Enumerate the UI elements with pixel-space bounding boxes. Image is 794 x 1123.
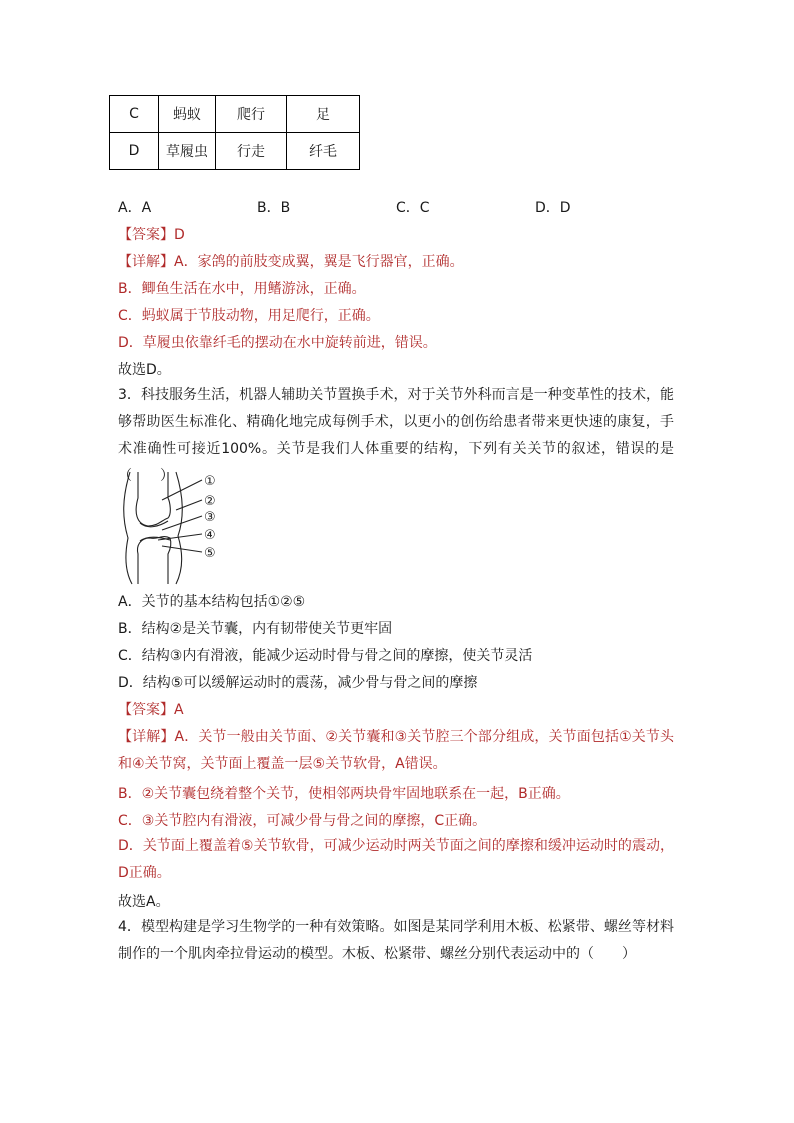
q2-answer — [118, 226, 185, 244]
q3-answer — [118, 701, 184, 719]
q2-detail-a — [118, 253, 464, 271]
answer-label: 【答案】 — [118, 227, 174, 243]
options-table — [109, 95, 360, 170]
detail-label: 【详解】 — [118, 254, 174, 270]
choice-a: A．A — [118, 200, 152, 216]
q2-conclusion: 故选D。 — [118, 362, 171, 378]
detail-text: A．家鸽的前肢变成翼，翼是飞行器官，正确。 — [174, 254, 464, 270]
q3-detail-a — [118, 724, 674, 778]
table-row — [110, 96, 360, 133]
answer-value: A — [174, 702, 184, 718]
q3-option-b: B．结构②是关节囊，内有韧带使关节更牢固 — [118, 621, 393, 637]
diagram-label-5: ⑤ — [204, 546, 216, 561]
table-cell: 草履虫 — [159, 133, 216, 170]
q2-detail-c: C．蚂蚁属于节肢动物，用足爬行，正确。 — [118, 308, 380, 324]
detail-label: 【详解】 — [118, 729, 175, 745]
choice-b: B．B — [257, 200, 291, 216]
table-cell: 爬行 — [216, 96, 287, 133]
q2-choices — [118, 199, 674, 217]
q4-stem: 4．模型构建是学习生物学的一种有效策略。如图是某同学利用木板、松紧带、螺丝等材料制作的一个肌肉牵拉骨运动的模型。木板、松紧带、螺丝分别代表运动中的（ ） — [118, 919, 674, 962]
table-cell: 蚂蚁 — [159, 96, 216, 133]
choice-c: C．C — [396, 200, 430, 216]
diagram-label-1: ① — [204, 474, 216, 489]
answer-label: 【答案】 — [118, 702, 174, 718]
answer-value: D — [174, 227, 185, 243]
table-cell: 足 — [287, 96, 360, 133]
table-cell: 行走 — [216, 133, 287, 170]
detail-text: A．关节一般由关节面、②关节囊和③关节腔三个部分组成，关节面包括①关节头和④关节窝，关节面上覆盖一层⑤关节软骨，A错误。 — [118, 729, 675, 772]
table-cell: 纤毛 — [287, 133, 360, 170]
diagram-label-4: ④ — [204, 528, 216, 543]
table-cell: D — [110, 133, 159, 170]
table-cell: C — [110, 96, 159, 133]
q3-detail-d: D．关节面上覆盖着⑤关节软骨，可减少运动时两关节面之间的摩擦和缓冲运动时的震动，D正确。 — [118, 838, 674, 881]
table-row — [110, 133, 360, 170]
diagram-label-2: ② — [204, 494, 216, 509]
q3-detail-c: C．③关节腔内有滑液，可减少骨与骨之间的摩擦，C正确。 — [118, 813, 487, 829]
q2-detail-d: D．草履虫依靠纤毛的摆动在水中旋转前进，错误。 — [118, 335, 437, 351]
q3-option-d: D．结构⑤可以缓解运动时的震荡，减少骨与骨之间的摩擦 — [118, 675, 478, 691]
q3-detail-b: B．②关节囊包绕着整个关节，使相邻两块骨牢固地联系在一起，B正确。 — [118, 786, 570, 802]
q3-option-c: C．结构③内有滑液，能减少运动时骨与骨之间的摩擦，使关节灵活 — [118, 648, 533, 664]
diagram-label-3: ③ — [204, 510, 216, 525]
q2-detail-b: B．鲫鱼生活在水中，用鳍游泳，正确。 — [118, 281, 366, 297]
knee-joint-diagram — [118, 468, 228, 588]
q3-option-a: A．关节的基本结构包括①②⑤ — [118, 594, 306, 610]
q3-stem: 3．科技服务生活，机器人辅助关节置换手术，对于关节外科而言是一种变革性的技术，能够帮助医生标准化、精确化地完成每例手术，以更小的创伤给患者带来更快速的康复，手术准确性可接近100%。关节是我们人体重要的结构，下列有关关节的叙述，错误的是（ ） — [118, 387, 674, 484]
q3-conclusion: 故选A。 — [118, 894, 170, 910]
choice-d: D．D — [535, 200, 571, 216]
